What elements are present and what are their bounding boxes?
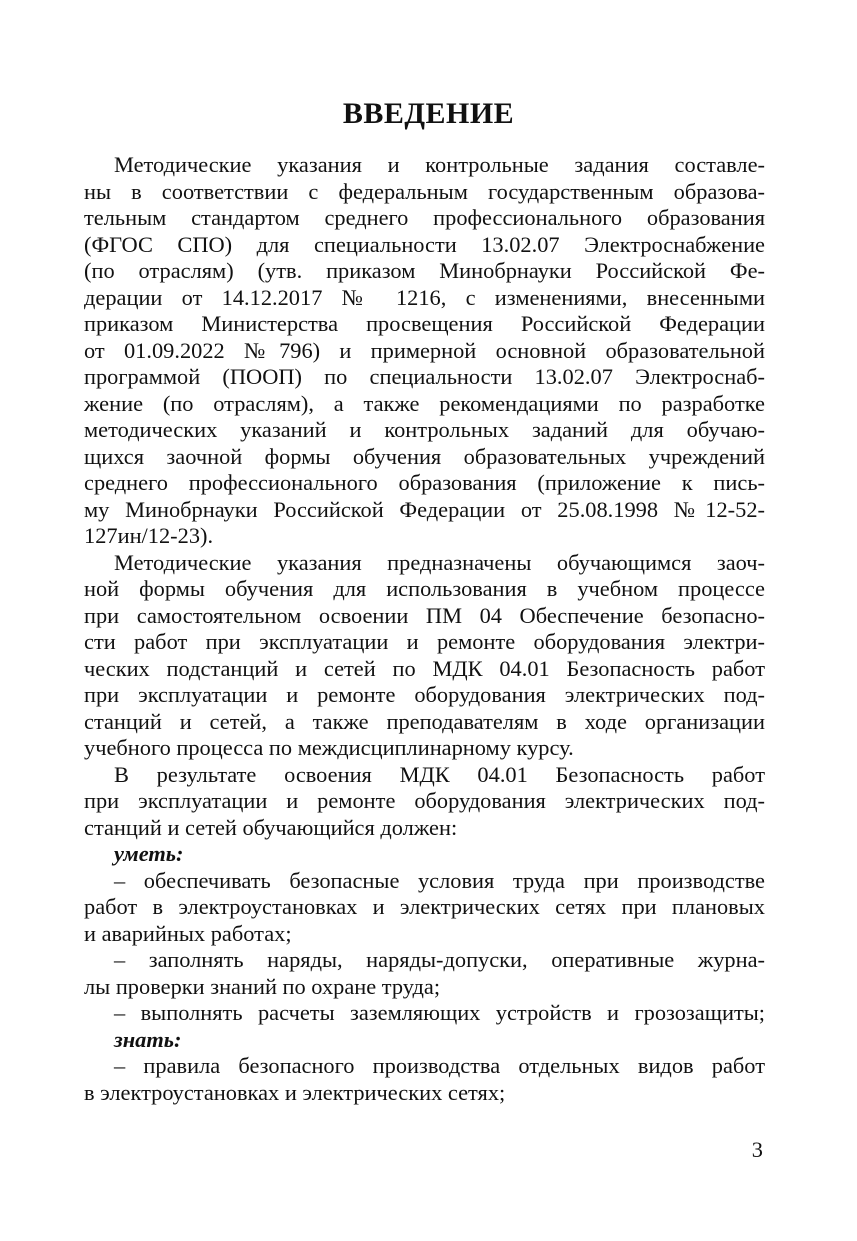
text-line: щихся заочной формы обучения образовательных учреждений xyxy=(84,443,765,469)
text-line: и аварийных работах; xyxy=(84,920,292,946)
text-line: приказом Министерства просвещения Российской Федерации xyxy=(84,311,765,336)
text-line: 127ин/12-23). xyxy=(84,523,214,548)
text-line: работ в электроустановках и электрических сетях при плановых xyxy=(84,894,765,919)
text-line: ческих подстанций и сетей по МДК 04.01 Безопасность работ xyxy=(84,655,765,681)
text-line: ны в соответствии с федеральным государственным образова- xyxy=(84,178,765,204)
text-line: дерации от 14.12.2017 № 1216, с изменениями, внесенными xyxy=(84,284,765,310)
list-item: – обеспечивать безопасные условия труда при производстве xyxy=(114,867,765,893)
text-line: лы проверки знаний по охране труда; xyxy=(84,973,441,999)
section-label: знать: xyxy=(114,1026,182,1052)
text-line: (ФГОС СПО) для специальности 13.02.07 Электроснабжение xyxy=(84,231,765,257)
text-line: сти работ при эксплуатации и ремонте оборудования электри- xyxy=(84,629,765,654)
text-line: Методические указания предназначены обучающимся заоч- xyxy=(114,549,765,575)
text-line: при самостоятельном освоении ПМ 04 Обеспечение безопасно- xyxy=(84,602,765,628)
text-line: жение (по отраслям), а также рекомендациями по разработке xyxy=(84,390,765,416)
text-line: станций и сетей, а также преподавателям в ходе организации xyxy=(84,708,765,734)
text-line: му Минобрнауки Российской Федерации от 25.08.1998 №12-52- xyxy=(84,496,765,522)
page-number: 3 xyxy=(751,1137,763,1162)
list-item: – выполнять расчеты заземляющих устройств и грозозащиты; xyxy=(114,1000,765,1025)
text-line: Методические указания и контрольные задания составле- xyxy=(114,152,765,177)
text-line: тельным стандартом среднего профессионального образования xyxy=(84,205,765,230)
text-line: учебного процесса по междисциплинарному курсу. xyxy=(84,735,574,760)
text-line: методических указаний и контрольных заданий для обучаю- xyxy=(84,417,765,442)
section-label: уметь: xyxy=(114,841,184,866)
body-text xyxy=(84,152,765,1106)
text-line: ной формы обучения для использования в учебном процессе xyxy=(84,576,765,601)
text-line: В результате освоения МДК 04.01 Безопасность работ xyxy=(114,761,765,787)
text-line: программой (ПООП) по специальности 13.02.07 Электроснаб- xyxy=(84,364,765,389)
text-line: при эксплуатации и ремонте оборудования электрических под- xyxy=(84,682,765,707)
text-line: (по отраслям) (утв. приказом Минобрнауки Российской Фе- xyxy=(84,258,765,283)
text-line: станций и сетей обучающийся должен: xyxy=(84,814,458,840)
text-line: среднего профессионального образования (приложение к пись- xyxy=(84,470,765,495)
page-title: ВВЕДЕНИЕ xyxy=(342,97,515,130)
text-line: от 01.09.2022 №796) и примерной основной образовательной xyxy=(84,337,765,363)
list-item: – заполнять наряды, наряды-допуски, оперативные журна- xyxy=(114,947,765,972)
list-item: – правила безопасного производства отдельных видов работ xyxy=(114,1053,765,1078)
text-line: при эксплуатации и ремонте оборудования электрических под- xyxy=(84,788,765,813)
text-line: в электроустановках и электрических сетях; xyxy=(84,1079,506,1105)
